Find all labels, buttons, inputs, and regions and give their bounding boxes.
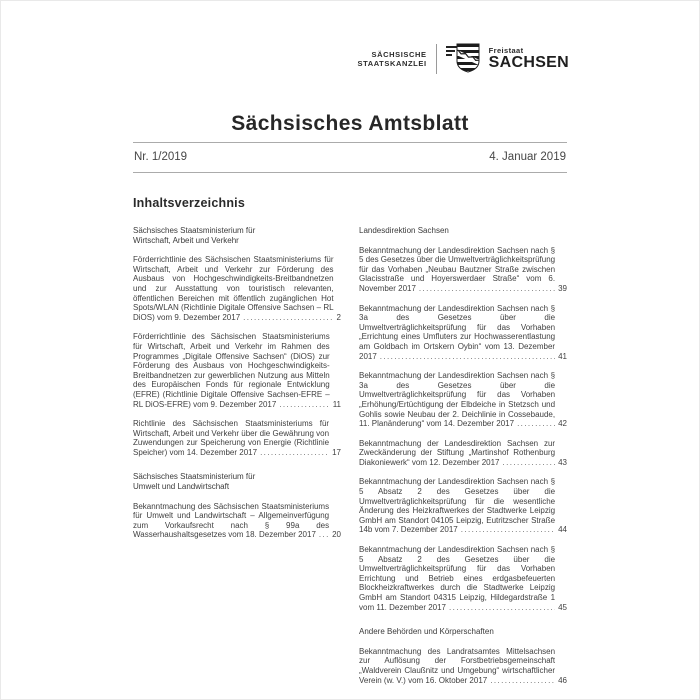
toc-entry bbox=[359, 439, 567, 468]
toc-entry-page-number: 41 bbox=[558, 351, 567, 361]
toc-section-heading bbox=[359, 627, 567, 637]
toc-section-heading bbox=[133, 472, 341, 491]
toc-entry-page-number: 43 bbox=[558, 457, 567, 467]
toc-entry bbox=[133, 255, 341, 322]
toc-section-heading-line: Wirtschaft, Arbeit und Verkehr bbox=[133, 235, 239, 245]
toc-section-heading bbox=[133, 226, 341, 245]
toc-section-heading-line: Landesdirektion Sachsen bbox=[359, 226, 449, 235]
toc-entry bbox=[359, 371, 567, 429]
toc-entry-text: Bekanntmachung der Landesdirektion Sachsen nach § 3a des Gesetzes über die Umweltverträglichkeitsprüfung für das Vorhaben „Erhöhung/Ertüchtigung der Elbdeiche in Stetzsch und Gohlis sowie Neubau der 2. Deichlinie in Cossebaude, 11. Planänderung“ vom 14. Dezember 2017 ..... bbox=[359, 371, 555, 429]
toc-entry-page-number: 39 bbox=[558, 283, 567, 293]
toc-entry-page-number: 2 bbox=[336, 312, 341, 322]
toc-entry-text: Bekanntmachung der Landesdirektion Sachsen zur Zweckänderung der Stiftung „Martinshof Rothenburg Diakoniewerk“ vom 12. Dezember 2017 ..... bbox=[359, 439, 555, 468]
toc-section-heading bbox=[359, 226, 567, 236]
toc-entry-page-number: 42 bbox=[558, 419, 567, 429]
toc-section-heading-line: Andere Behörden und Körperschaften bbox=[359, 627, 494, 637]
toc-entry-text: Förderrichtlinie des Sächsischen Staatsministeriums für Wirtschaft, Arbeit und Verkehr zur Förderung des Ausbaus von Hochgeschwindigkeits-Breitbandnetzen und zur Ausstattung von touristisch relevanten, öffentlichen Bereichen mit öffentlich zugänglichen Hot Spots/WLAN (Richtlinie Digitale Offensive Sachsen – RL DiOS) vom 9. Dezember 2017 ..... bbox=[133, 255, 334, 322]
issue-date: 4. Januar 2019 bbox=[489, 151, 566, 163]
toc-title: Inhaltsverzeichnis bbox=[133, 196, 245, 210]
agency-line1: SÄCHSISCHE bbox=[371, 50, 427, 59]
toc-section-heading-line: Sächsisches Staatsministerium für bbox=[133, 472, 256, 482]
page-title: Sächsisches Amtsblatt bbox=[231, 112, 469, 135]
agency-line2: STAATSKANZLEI bbox=[357, 59, 427, 68]
toc-entry-text: Richtlinie des Sächsischen Staatsministeriums für Wirtschaft, Arbeit und Verkehr über die Gewährung von Zuwendungen zur Speicherung von Energie (Richtlinie Speicher) vom 14. Dezember 2017 ..... bbox=[133, 419, 329, 457]
toc-entry-page-number: 20 bbox=[332, 530, 341, 540]
toc-entry bbox=[359, 647, 567, 685]
toc-entry-text: Bekanntmachung des Landratsamtes Mittelsachsen zur Auflösung der Forstbetriebsgemeinschaft „Waldverein Claußnitz und Umgebung“ wirtschaftlicher Verein (w. V.) vom 16. Oktober 2017 ..... bbox=[359, 647, 555, 685]
freistaat-label: Freistaat bbox=[488, 45, 524, 55]
toc-entry-page-number: 44 bbox=[558, 525, 567, 535]
header-rule-bottom bbox=[133, 172, 567, 173]
content-area bbox=[133, 0, 567, 695]
toc-entry-page-number: 45 bbox=[558, 602, 567, 612]
toc-entry-text: Bekanntmachung des Sächsischen Staatsministeriums für Umwelt und Landwirtschaft – Allgemeinverfügung zum Vorkaufsrecht nach § 99a des Wasserhaushaltsgesetzes vom 18. Dezember 2017 ..... bbox=[133, 502, 329, 540]
toc-entry-page-number: 17 bbox=[332, 447, 341, 457]
toc-entry bbox=[359, 545, 567, 612]
toc-column-right bbox=[359, 226, 567, 695]
toc-entry bbox=[133, 419, 341, 457]
toc-section-heading-line: Sächsisches Staatsministerium für bbox=[133, 226, 256, 235]
toc-columns bbox=[133, 226, 567, 695]
toc-entry bbox=[359, 304, 567, 362]
sachsen-label: SACHSEN bbox=[488, 54, 569, 72]
toc-entry-text: Bekanntmachung der Landesdirektion Sachsen nach § 5 des Gesetzes über die Umweltverträglichkeitsprüfung für das Vorhaben „Neubau Bautzner Straße zwischen Glacisstraße und Hoyerswerdaer Straße“ vom 6. November 2017 ..... bbox=[359, 246, 555, 294]
toc-entry-page-number: 46 bbox=[558, 675, 567, 685]
toc-entry bbox=[359, 477, 567, 535]
toc-entry-text: Bekanntmachung der Landesdirektion Sachsen nach § 5 Absatz 2 des Gesetzes über die Umweltverträglichkeitsprüfung für die wesentliche Änderung des Heizkraftwerkes der Stadtwerke Leipzig GmbH am Standort 04105 Leipzig, Eutritzscher Straße 14b vom 7. Dezember 2017 ..... bbox=[359, 477, 555, 535]
toc-entry-text: Bekanntmachung der Landesdirektion Sachsen nach § 3a des Gesetzes über die Umweltverträglichkeitsprüfung für das Vorhaben „Errichtung eines Umfluters zur Hochwasserentlastung am Goldbach im Ortskern Oybin“ vom 13. Dezember 2017 ..... bbox=[359, 304, 555, 362]
toc-entry-page-number: 11 bbox=[332, 399, 341, 409]
toc-entry bbox=[359, 246, 567, 294]
toc-entry-text: Bekanntmachung der Landesdirektion Sachsen nach § 5 Absatz 2 des Gesetzes über die Umweltverträglichkeitsprüfung für das Vorhaben Errichtung und Betrieb eines erdgasbefeuerten Blockheizkraftwerkes durch die Stadtwerke Leipzig GmbH am Standort 04315 Leipzig, Hildegardstraße 1 vom 11. Dezember 2017 ..... bbox=[359, 545, 555, 612]
issue-row bbox=[133, 143, 567, 172]
toc-column-left bbox=[133, 226, 341, 695]
toc-entry bbox=[133, 332, 341, 409]
toc-entry bbox=[133, 502, 341, 540]
toc-entry-text: Förderrichtlinie des Sächsischen Staatsministeriums für Wirtschaft, Arbeit und Verkehr im Rahmen des Programmes „Digitale Offensive Sachsen“ (DiOS) zur Förderung des Ausbaus von Hochgeschwindigkeits-Breitbandnetzen zur gewerblichen Nutzung aus Mitteln des Europäischen Fonds für regionale Entwicklung (EFRE) (Richtlinie Digitale Offensive Sachsen-EFRE – RL DiOS-EFRE) vom 9. Dezember 2017 ..... bbox=[133, 332, 330, 409]
issue-number: Nr. 1/2019 bbox=[134, 151, 188, 163]
toc-section-heading-line: Umwelt und Landwirtschaft bbox=[133, 482, 230, 492]
